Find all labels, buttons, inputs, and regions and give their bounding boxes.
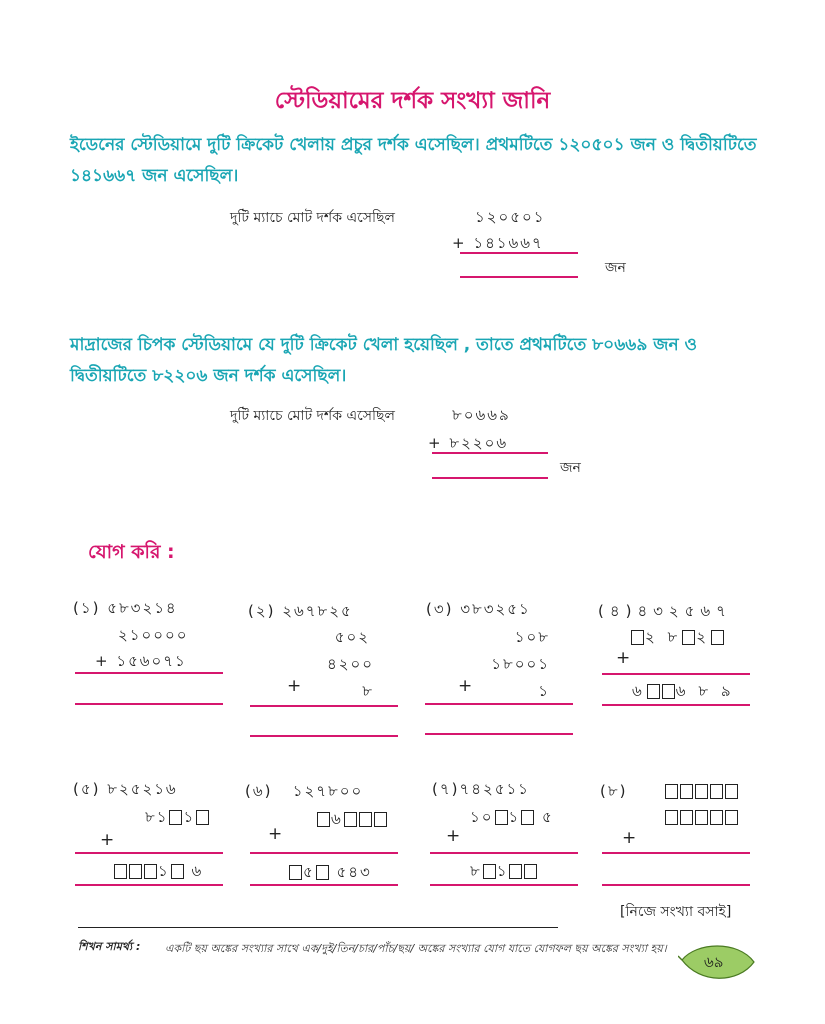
problem-1-number-1: ১২০৫০১ [475, 208, 546, 226]
page-number: ৬৯ [704, 953, 724, 971]
exercise-6-sum-line [250, 852, 398, 854]
exercise-2-row-2: ৫০২ [334, 628, 370, 646]
exercise-5-answer-line [75, 884, 223, 886]
blank-box[interactable] [169, 810, 182, 825]
exercise-8-sum-line [602, 852, 750, 854]
exercise-8-row-2 [664, 808, 739, 826]
blank-box[interactable] [665, 784, 678, 799]
blank-box[interactable] [710, 810, 723, 825]
exercise-6-row-2: ৬ [316, 808, 388, 833]
exercise-3-sum-line [425, 703, 573, 705]
exercise-1-row-2: ২১০০০০ [118, 626, 189, 644]
exercise-3-answer-line [425, 733, 573, 735]
blank-box[interactable] [695, 784, 708, 799]
exercise-7-answer: ৮ ১ [470, 860, 538, 885]
blank-box[interactable] [344, 812, 357, 827]
blank-box[interactable] [521, 810, 534, 825]
problem-1-number-2: + ১৪১৬৬৭ [452, 234, 544, 252]
exercise-8-plus: + [622, 828, 637, 848]
problem-2-answer-line [432, 477, 548, 479]
exercise-2-row-4: ৮ [362, 682, 374, 700]
problem-1-sum-line [460, 252, 578, 254]
blank-box[interactable] [725, 784, 738, 799]
blank-box[interactable] [695, 810, 708, 825]
self-fill-note: [নিজে সংখ্যা বসাই] [620, 904, 732, 920]
exercise-4-sum-line [602, 673, 750, 675]
exercise-5-row-1: (৫) ৮২৫২১৬ [73, 780, 178, 798]
blank-box[interactable] [682, 630, 695, 645]
blank-box[interactable] [631, 630, 644, 645]
exercise-1-sum-line [75, 672, 223, 674]
problem-2-number-2: + ৮২২০৬ [428, 434, 509, 452]
page-number-leaf [678, 938, 758, 988]
blank-box[interactable] [710, 784, 723, 799]
blank-box[interactable] [509, 864, 522, 879]
exercise-1-answer-line [75, 703, 223, 705]
exercise-4-answer: ৬ ৬ ৮ ৯ [632, 682, 735, 700]
exercise-3-row-2: ১০৮ [514, 628, 550, 646]
footer-divider [78, 927, 558, 928]
problem-1-text: ইডেনের স্টেডিয়ামে দুটি ক্রিকেট খেলায় প্রচুর দর্শক এসেছিল। প্রথমটিতে ১২০৫০১ জন ও দ্বিতীয়টিতে ১৪১৬৬৭ জন এসেছিল। [70, 135, 757, 186]
exercise-4-row-1: (৪)৪৩২৫৬৭ [598, 602, 732, 620]
exercise-3-row-3: ১৮০০১ [491, 655, 550, 673]
blank-box[interactable] [495, 810, 508, 825]
problem-2-number-1: ৮০৬৬৯ [452, 406, 511, 424]
blank-box[interactable] [316, 865, 329, 880]
problem-1-label: দুটি ম্যাচে মোট দর্শক এসেছিল [230, 210, 395, 226]
exercise-6-plus: + [268, 824, 283, 844]
problem-2-unit: জন [560, 460, 581, 476]
exercise-2-sum-line [250, 705, 398, 707]
problem-2-sum-line [432, 452, 548, 454]
exercise-7-answer-line [430, 884, 578, 886]
exercise-2-answer-line [250, 735, 398, 737]
blank-box[interactable] [680, 784, 693, 799]
exercise-3-plus: + [458, 676, 473, 696]
exercise-5-answer: ১ ৬ [113, 860, 203, 885]
exercise-8-number: (৮) [600, 782, 628, 800]
exercise-2-row-1: (২) ২৬৭৮২৫ [248, 602, 353, 620]
exercise-4-answer-line [602, 704, 750, 706]
exercise-5-sum-line [75, 852, 223, 854]
section-title: যোগ করি : [88, 541, 175, 563]
exercise-2-row-3: ৪২০০ [327, 655, 374, 673]
blank-box[interactable] [662, 684, 675, 699]
blank-box[interactable] [289, 865, 302, 880]
exercise-5-row-2: ৮১ ১ [145, 806, 210, 831]
blank-box[interactable] [680, 810, 693, 825]
blank-box[interactable] [524, 864, 537, 879]
blank-box[interactable] [359, 812, 372, 827]
exercise-6-answer-line [250, 884, 398, 886]
blank-box[interactable] [171, 864, 184, 879]
problem-2-label: দুটি ম্যাচে মোট দর্শক এসেছিল [230, 408, 395, 424]
blank-box[interactable] [114, 864, 127, 879]
learning-outcome-label: শিখন সামর্থ্য : [78, 940, 141, 953]
exercise-1-row-3: + ১৫৬০৭১ [95, 652, 187, 670]
exercise-6-row-1: (৬) ১২৭৮০০ [245, 782, 364, 800]
exercise-8-answer-line [602, 884, 750, 886]
blank-box[interactable] [196, 810, 209, 825]
exercise-7-sum-line [430, 852, 578, 854]
exercise-4-row-2: ২ ৮ ২ [630, 626, 725, 651]
exercise-5-plus: + [100, 830, 115, 850]
exercise-2-plus: + [287, 676, 302, 696]
exercise-3-row-4: ১ [538, 682, 550, 700]
exercise-7-row-1: (৭)৭৪২৫১১ [432, 780, 530, 798]
blank-box[interactable] [665, 810, 678, 825]
blank-box[interactable] [647, 684, 660, 699]
blank-box[interactable] [129, 864, 142, 879]
exercise-7-row-2: ১০ ১ ৫ [470, 808, 554, 826]
exercise-4-plus: + [616, 648, 631, 668]
page-title: স্টেডিয়ামের দর্শক সংখ্যা জানি [274, 88, 551, 114]
learning-outcome-text: একটি ছয় অঙ্কের সংখ্যার সাথে এক/দুই/তিন/চার/পাঁচ/ছয়/ অঙ্কের সংখ্যার যোগ যাতে যোগফল ছয় অঙ্কের সংখ্যা হয়। [165, 942, 667, 955]
blank-box[interactable] [144, 864, 157, 879]
blank-box[interactable] [725, 810, 738, 825]
blank-box[interactable] [483, 864, 496, 879]
exercise-7-plus: + [446, 826, 461, 846]
exercise-6-answer: ৫ ৫৪৩ [288, 861, 372, 886]
exercise-3-row-1: (৩) ৩৮৩২৫১ [426, 600, 531, 618]
problem-2-text: মাদ্রাজের চিপক স্টেডিয়ামে যে দুটি ক্রিকেট খেলা হয়েছিল , তাতে প্রথমটিতে ৮০৬৬৯ জন ও দ্বিতীয়টিতে ৮২২০৬ জন দর্শক এসেছিল। [70, 335, 698, 386]
exercise-1-row-1: (১) ৫৮৩২১৪ [73, 599, 178, 617]
exercise-8-row-1 [664, 782, 739, 800]
blank-box[interactable] [711, 630, 724, 645]
problem-1-unit: জন [605, 260, 626, 276]
blank-box[interactable] [317, 812, 330, 827]
blank-box[interactable] [374, 812, 387, 827]
problem-1-answer-line [460, 276, 578, 278]
